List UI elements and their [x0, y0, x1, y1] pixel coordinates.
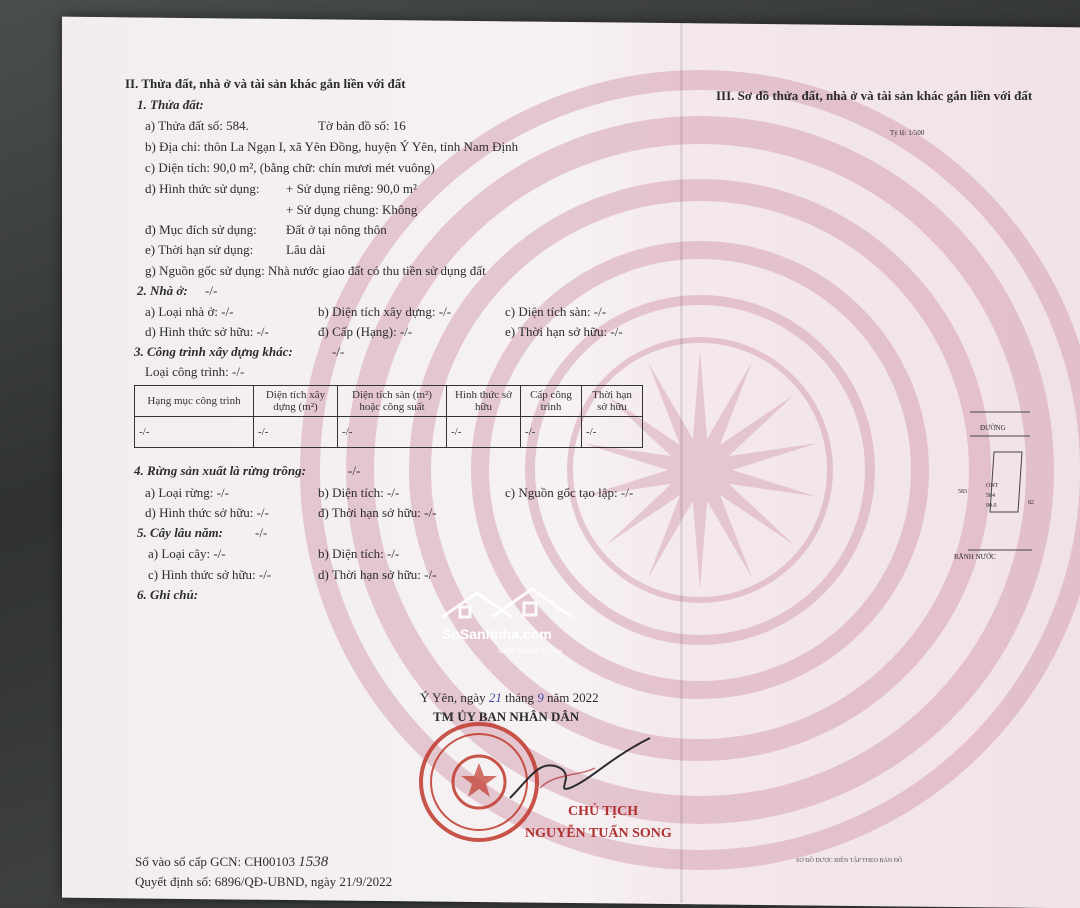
table-header: Diện tích sàn (m²) hoặc công suất — [338, 386, 447, 417]
forest-area: b) Diện tích: -/- — [318, 485, 400, 500]
section-3-title: III. Sơ đồ thửa đất, nhà ở và tài sản khác gắn liền với đất — [716, 88, 1033, 103]
origin-of-use: g) Nguồn gốc sử dụng: Nhà nước giao đất có thu tiền sử dụng đất — [145, 263, 486, 278]
committee-label: TM ỦY BAN NHÂN DÂN — [433, 709, 580, 724]
term-value: Lâu dài — [286, 242, 326, 257]
notes-heading: 6. Ghi chú: — [137, 587, 199, 602]
house-heading: 2. Nhà ở: — [137, 283, 188, 298]
gcn-number: CH00103 — [244, 854, 295, 869]
map-right-neighbor: 82 — [1028, 500, 1034, 506]
common-use: + Sử dụng chung: Không — [286, 202, 418, 217]
forest-type: a) Loại rừng: -/- — [145, 485, 229, 500]
gcn-handwritten-number: 1538 — [298, 854, 329, 870]
table-cell: -/- — [582, 417, 643, 448]
map-sheet-number: Tờ bản đồ số: 16 — [318, 118, 406, 133]
purpose-value: Đất ở tại nông thôn — [286, 222, 387, 237]
map-parcel-area: 90.0 — [986, 503, 997, 509]
date-month-label: tháng — [505, 690, 534, 705]
house-build-area: b) Diện tích xây dựng: -/- — [318, 304, 452, 319]
table-cell: -/- — [521, 417, 582, 448]
table-header: Diện tích xây dựng (m²) — [254, 386, 338, 417]
forest-heading: 4. Rừng sản xuất là rừng trồng: — [134, 463, 306, 478]
table-header: Hình thức sở hữu — [447, 386, 521, 417]
date-month: 9 — [537, 690, 544, 705]
map-road-label: ĐƯỜNG — [980, 424, 1006, 432]
date-day: 21 — [488, 690, 502, 705]
gcn-register — [135, 854, 328, 871]
chairman-name: NGUYỄN TUẤN SONG — [525, 826, 672, 841]
table-header: Cấp công trình — [521, 386, 582, 417]
chairman-title: CHỦ TỊCH — [568, 804, 639, 819]
signing-date — [420, 690, 599, 706]
parcel-number: a) Thửa đất số: 584. — [145, 118, 249, 133]
decision-number: Quyết định số: 6896/QĐ-UBND, ngày 21/9/2022 — [135, 874, 393, 889]
house-dash: -/- — [205, 283, 218, 298]
perennial-heading: 5. Cây lâu năm: — [137, 525, 223, 540]
perennial-dash: -/- — [255, 525, 268, 540]
parcel-address: b) Địa chỉ: thôn La Ngạn I, xã Yên Đồng, huyện Ý Yên, tỉnh Nam Định — [145, 139, 519, 154]
table-header: Hạng mục công trình — [135, 386, 254, 417]
table-header: Thời hạn sở hữu — [582, 386, 643, 417]
other-works-heading: 3. Công trình xây dựng khác: — [134, 344, 293, 359]
other-works-dash: -/- — [332, 344, 345, 359]
table-cell: -/- — [254, 417, 338, 448]
section-2-title: II. Thửa đất, nhà ở và tài sản khác gắn liền với đất — [125, 76, 406, 91]
map-parcel-number: 584 — [986, 493, 995, 499]
tree-type: a) Loại cây: -/- — [148, 546, 226, 561]
table-cell: -/- — [338, 417, 447, 448]
house-grade: đ) Cấp (Hạng): -/- — [318, 324, 413, 339]
forest-origin: c) Nguồn gốc tạo lập: -/- — [505, 485, 634, 500]
land-parcel-heading: 1. Thửa đất: — [137, 97, 204, 112]
term-label: e) Thời hạn sử dụng: — [145, 242, 254, 257]
works-type: Loại công trình: -/- — [145, 364, 245, 379]
gcn-label: Số vào sổ cấp GCN: — [135, 854, 242, 869]
private-use: + Sử dụng riêng: 90,0 m² — [286, 181, 417, 196]
map-left-neighbor: 583 — [958, 489, 967, 495]
date-prefix: Ý Yên, ngày — [420, 690, 486, 705]
tree-area: b) Diện tích: -/- — [318, 546, 400, 561]
table-header-row — [135, 386, 643, 417]
purpose-label: đ) Mục đích sử dụng: — [145, 222, 257, 237]
forest-dash: -/- — [348, 463, 361, 478]
map-scale: Tỷ lệ: 1/500 — [890, 129, 925, 137]
date-year: năm 2022 — [546, 690, 599, 705]
usage-form-label: d) Hình thức sử dụng: — [145, 181, 260, 196]
house-ownership: d) Hình thức sở hữu: -/- — [145, 324, 269, 339]
handwritten-signature — [500, 728, 660, 808]
watermark-tagline: Great homes for you — [498, 648, 562, 655]
tree-term: d) Thời hạn sở hữu: -/- — [318, 567, 437, 582]
table-cell: -/- — [135, 417, 254, 448]
tree-ownership: c) Hình thức sở hữu: -/- — [148, 567, 272, 582]
watermark-brand: SoSanhnha.com — [442, 626, 552, 642]
forest-ownership: d) Hình thức sở hữu: -/- — [145, 505, 269, 520]
map-land-code: ONT — [986, 483, 999, 489]
forest-term: đ) Thời hạn sở hữu: -/- — [318, 505, 437, 520]
house-type: a) Loại nhà ở: -/- — [145, 304, 234, 319]
parcel-area: c) Diện tích: 90,0 m², (bằng chữ: chín mươi mét vuông) — [145, 160, 435, 175]
table-cell: -/- — [447, 417, 521, 448]
table-row — [135, 417, 643, 448]
house-floor-area: c) Diện tích sàn: -/- — [505, 304, 607, 319]
map-ditch-label: RÃNH NƯỚC — [954, 553, 996, 561]
works-table — [134, 385, 643, 448]
house-term: e) Thời hạn sở hữu: -/- — [505, 324, 623, 339]
map-footer-note: SƠ ĐỒ ĐƯỢC BIÊN TẬP THEO BẢN ĐỒ — [796, 858, 903, 864]
page-fold — [680, 22, 683, 903]
